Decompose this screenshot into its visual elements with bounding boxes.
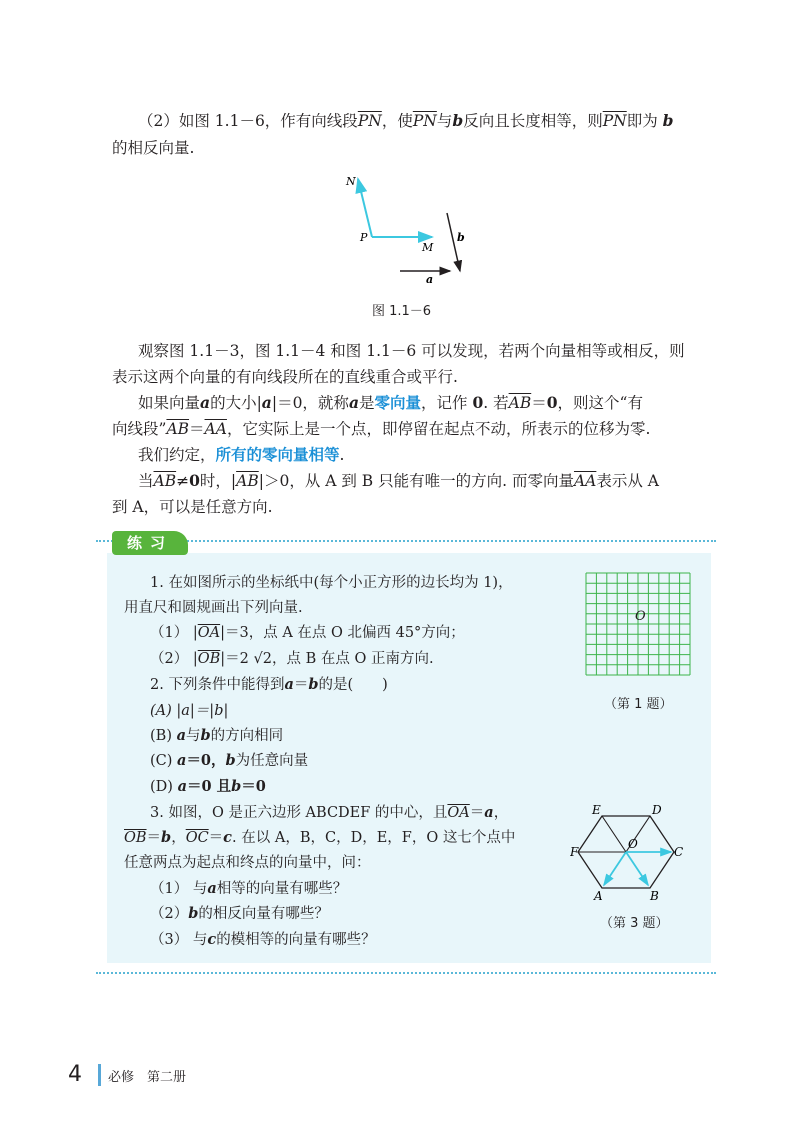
q3-sub2 (150, 903, 329, 925)
text: 的是( ) (318, 677, 388, 693)
paragraph-zero-vector-2 (112, 416, 712, 442)
text: ＝ (208, 830, 224, 846)
q1-line1 (150, 572, 513, 594)
text: 我们约定， (138, 446, 216, 464)
text: 相等的向量有哪些？ (216, 881, 348, 897)
vector-b: b (161, 829, 172, 846)
hex-label-o: O (628, 837, 638, 851)
vector-ab: $\overline{AB}$ (508, 394, 532, 412)
text: 1. 在如图所示的坐标纸中(每个小正方形的边长均为 1)， (150, 575, 513, 591)
hex-label-c: C (674, 845, 684, 859)
text: ≠ (176, 472, 190, 490)
vector-b: b (662, 111, 674, 130)
text: 任意两点为起点和终点的向量中，问： (124, 855, 371, 871)
q2-option-a (150, 700, 228, 722)
vector-c: c (207, 931, 217, 948)
text: 表示从 A (596, 472, 659, 490)
q1-sub1 (150, 622, 465, 644)
q3-sub3 (150, 929, 376, 951)
label-m: M (422, 241, 434, 254)
q3-line2 (124, 827, 515, 849)
paragraph-direction (138, 468, 718, 494)
text: 如果向量 (138, 394, 201, 412)
vector-b: b (452, 111, 464, 130)
text: 时，| (199, 472, 237, 490)
hex-label-b: B (650, 889, 659, 903)
text: . (339, 446, 345, 464)
text: ＝ (531, 394, 547, 412)
hex-label-a: A (594, 889, 603, 903)
vector-pn-arrow (358, 179, 372, 237)
text: 向线段” (112, 420, 167, 438)
text: 的相反向量. (112, 139, 195, 157)
text: 到 A，可以是任意方向. (112, 498, 273, 516)
text: 当 (138, 472, 154, 490)
q1-caption: （第 1 题） (604, 697, 673, 712)
zero-vector: 0 (546, 393, 558, 412)
text: 3. 如图，O 是正六边形 ABCDEF 的中心，且 (150, 805, 448, 821)
text: ＝ (469, 805, 485, 821)
text: （2） (150, 906, 189, 922)
figure-caption: 图 1.1－6 (372, 304, 432, 319)
paragraph-observe (138, 338, 738, 364)
text: ， (171, 830, 186, 846)
text: （2）如图 1.1－6，作有向线段 (138, 112, 358, 130)
text: ，使 (381, 112, 413, 130)
paragraph-observe-2 (112, 364, 712, 390)
vector-oa: $\overline{OA}$ (197, 625, 221, 641)
figure-1-1-6 (330, 165, 490, 295)
vector-pn: $\overline{PN}$ (602, 112, 627, 130)
text: （1） 与 (150, 881, 208, 897)
paragraph-zero-vector (138, 390, 718, 416)
paragraph-direction-2 (112, 494, 712, 520)
q2-option-d (150, 776, 266, 798)
paragraph-line2 (112, 135, 712, 161)
text: ，记作 (421, 394, 468, 412)
text: 的大小| (210, 394, 262, 412)
q3-caption: （第 3 题） (600, 916, 669, 931)
vector-oa-arrow (604, 852, 626, 885)
vector-ob: $\overline{OB}$ (197, 651, 221, 667)
keyword-zero-vectors-equal: 所有的零向量相等 (215, 445, 340, 464)
vector-a: a (484, 804, 494, 821)
text: （3） 与 (150, 932, 208, 948)
vector-a: a (177, 778, 187, 795)
q1-sub2 (150, 648, 434, 670)
text: 观察图 1.1－3，图 1.1－4 和图 1.1－6 可以发现，若两个向量相等或相反，则 (138, 342, 685, 360)
label-a: a (426, 273, 434, 286)
hexagon-figure (570, 800, 690, 905)
vector-b: b (231, 778, 242, 795)
vector-a: a (176, 727, 186, 744)
q1-line2 (124, 597, 303, 619)
label-b: b (457, 231, 465, 244)
footer-divider (98, 1064, 101, 1086)
text: ＝0， (186, 752, 226, 769)
text: ，它实际上是一个点，即停留在起点不动，所表示的位移为零. (226, 420, 651, 438)
vector-pn: $\overline{PN}$ (412, 112, 437, 130)
vector-b: b (200, 727, 211, 744)
text: ＝ (146, 830, 162, 846)
q3-line3 (124, 852, 371, 874)
hex-label-e: E (592, 803, 601, 817)
text: |＝3，点 A 在点 O 北偏西 45°方向； (220, 625, 465, 641)
vector-a: a (177, 752, 187, 769)
text: ，则这个“有 (557, 394, 643, 412)
q3-sub1 (150, 878, 347, 900)
vector-a: a (200, 393, 211, 412)
text: 是 (358, 394, 375, 412)
vector-ob-arrow (626, 852, 648, 885)
vector-ab: $\overline{AB}$ (153, 472, 177, 490)
text: (D) (150, 779, 178, 795)
q2-stem (150, 674, 388, 696)
text: 的相反向量有哪些？ (198, 906, 329, 922)
text: 反向且长度相等，则 (463, 112, 603, 130)
vector-b: b (308, 676, 319, 693)
page-number: 4 (68, 1062, 82, 1087)
grid-origin-label: O (635, 609, 646, 624)
paragraph-opposite-vector (138, 108, 718, 134)
text: 的模相等的向量有哪些？ (216, 932, 376, 948)
vector-ab: $\overline{AB}$ (166, 420, 190, 438)
hex-label-f: F (570, 845, 579, 859)
exercise-tab: 练习 (112, 531, 188, 555)
vector-a: a (261, 393, 272, 412)
zero-vector: 0 (189, 471, 200, 490)
vector-a: a (207, 880, 217, 897)
book-title: 必修 第二册 (108, 1070, 187, 1085)
text: 用直尺和圆规画出下列向量. (124, 600, 303, 616)
vector-aa: $\overline{AA}$ (204, 420, 227, 438)
text: ＝ (189, 420, 205, 438)
vector-oa: $\overline{OA}$ (447, 805, 470, 821)
text: |＝0，就称 (271, 394, 349, 412)
text: ＝0 (241, 778, 266, 795)
vector-b: b (188, 905, 199, 922)
vector-a: a (348, 393, 359, 412)
vector-ab: $\overline{AB}$ (236, 472, 259, 490)
keyword-zero-vector: 零向量 (374, 393, 422, 412)
text: 与 (186, 728, 201, 744)
coordinate-grid (584, 572, 692, 676)
text: |＞0，从 A 到 B 只能有唯一的方向. 而零向量 (258, 472, 574, 490)
vector-a: a (284, 676, 294, 693)
vector-b: b (225, 752, 236, 769)
vector-ob: $\overline{OB}$ (124, 830, 147, 846)
q2-option-b (150, 725, 283, 747)
text: ＝ (293, 677, 309, 693)
text: |＝2 √2，点 B 在点 O 正南方向. (220, 651, 434, 667)
text: 2. 下列条件中能得到 (150, 677, 285, 693)
text: ＝0 且 (186, 778, 232, 795)
q3-line1: 3. 如图，O 是正六边形 ABCDEF 的中心，且$\overline{OA}=a$， (150, 804, 509, 821)
text: 即为 (626, 112, 658, 130)
text: （1） | (150, 625, 198, 641)
vector-pn: $\overline{PN}$ (357, 112, 382, 130)
text: (B) (150, 728, 177, 744)
q2-option-c (150, 750, 308, 772)
text: (A) |a|＝|b| (150, 703, 229, 719)
vector-aa: $\overline{AA}$ (573, 472, 597, 490)
text: 的方向相同 (210, 728, 284, 744)
vector-c: c (223, 829, 233, 846)
paragraph-convention (138, 442, 738, 468)
label-p: P (360, 231, 368, 244)
hex-diag-ea (602, 816, 626, 852)
text: 表示这两个向量的有向线段所在的直线重合或平行. (112, 368, 458, 386)
zero-vector: 0 (472, 393, 484, 412)
text: 与 (436, 112, 453, 130)
text: . 若 (483, 394, 509, 412)
label-n: N (346, 175, 356, 188)
text: (C) (150, 753, 178, 769)
hex-label-d: D (652, 803, 662, 817)
text: （2） | (150, 651, 198, 667)
vector-oc: $\overline{OC}$ (185, 830, 209, 846)
text: 为任意向量 (235, 753, 309, 769)
text: . 在以 A，B，C，D，E，F，O 这七个点中 (232, 830, 516, 846)
